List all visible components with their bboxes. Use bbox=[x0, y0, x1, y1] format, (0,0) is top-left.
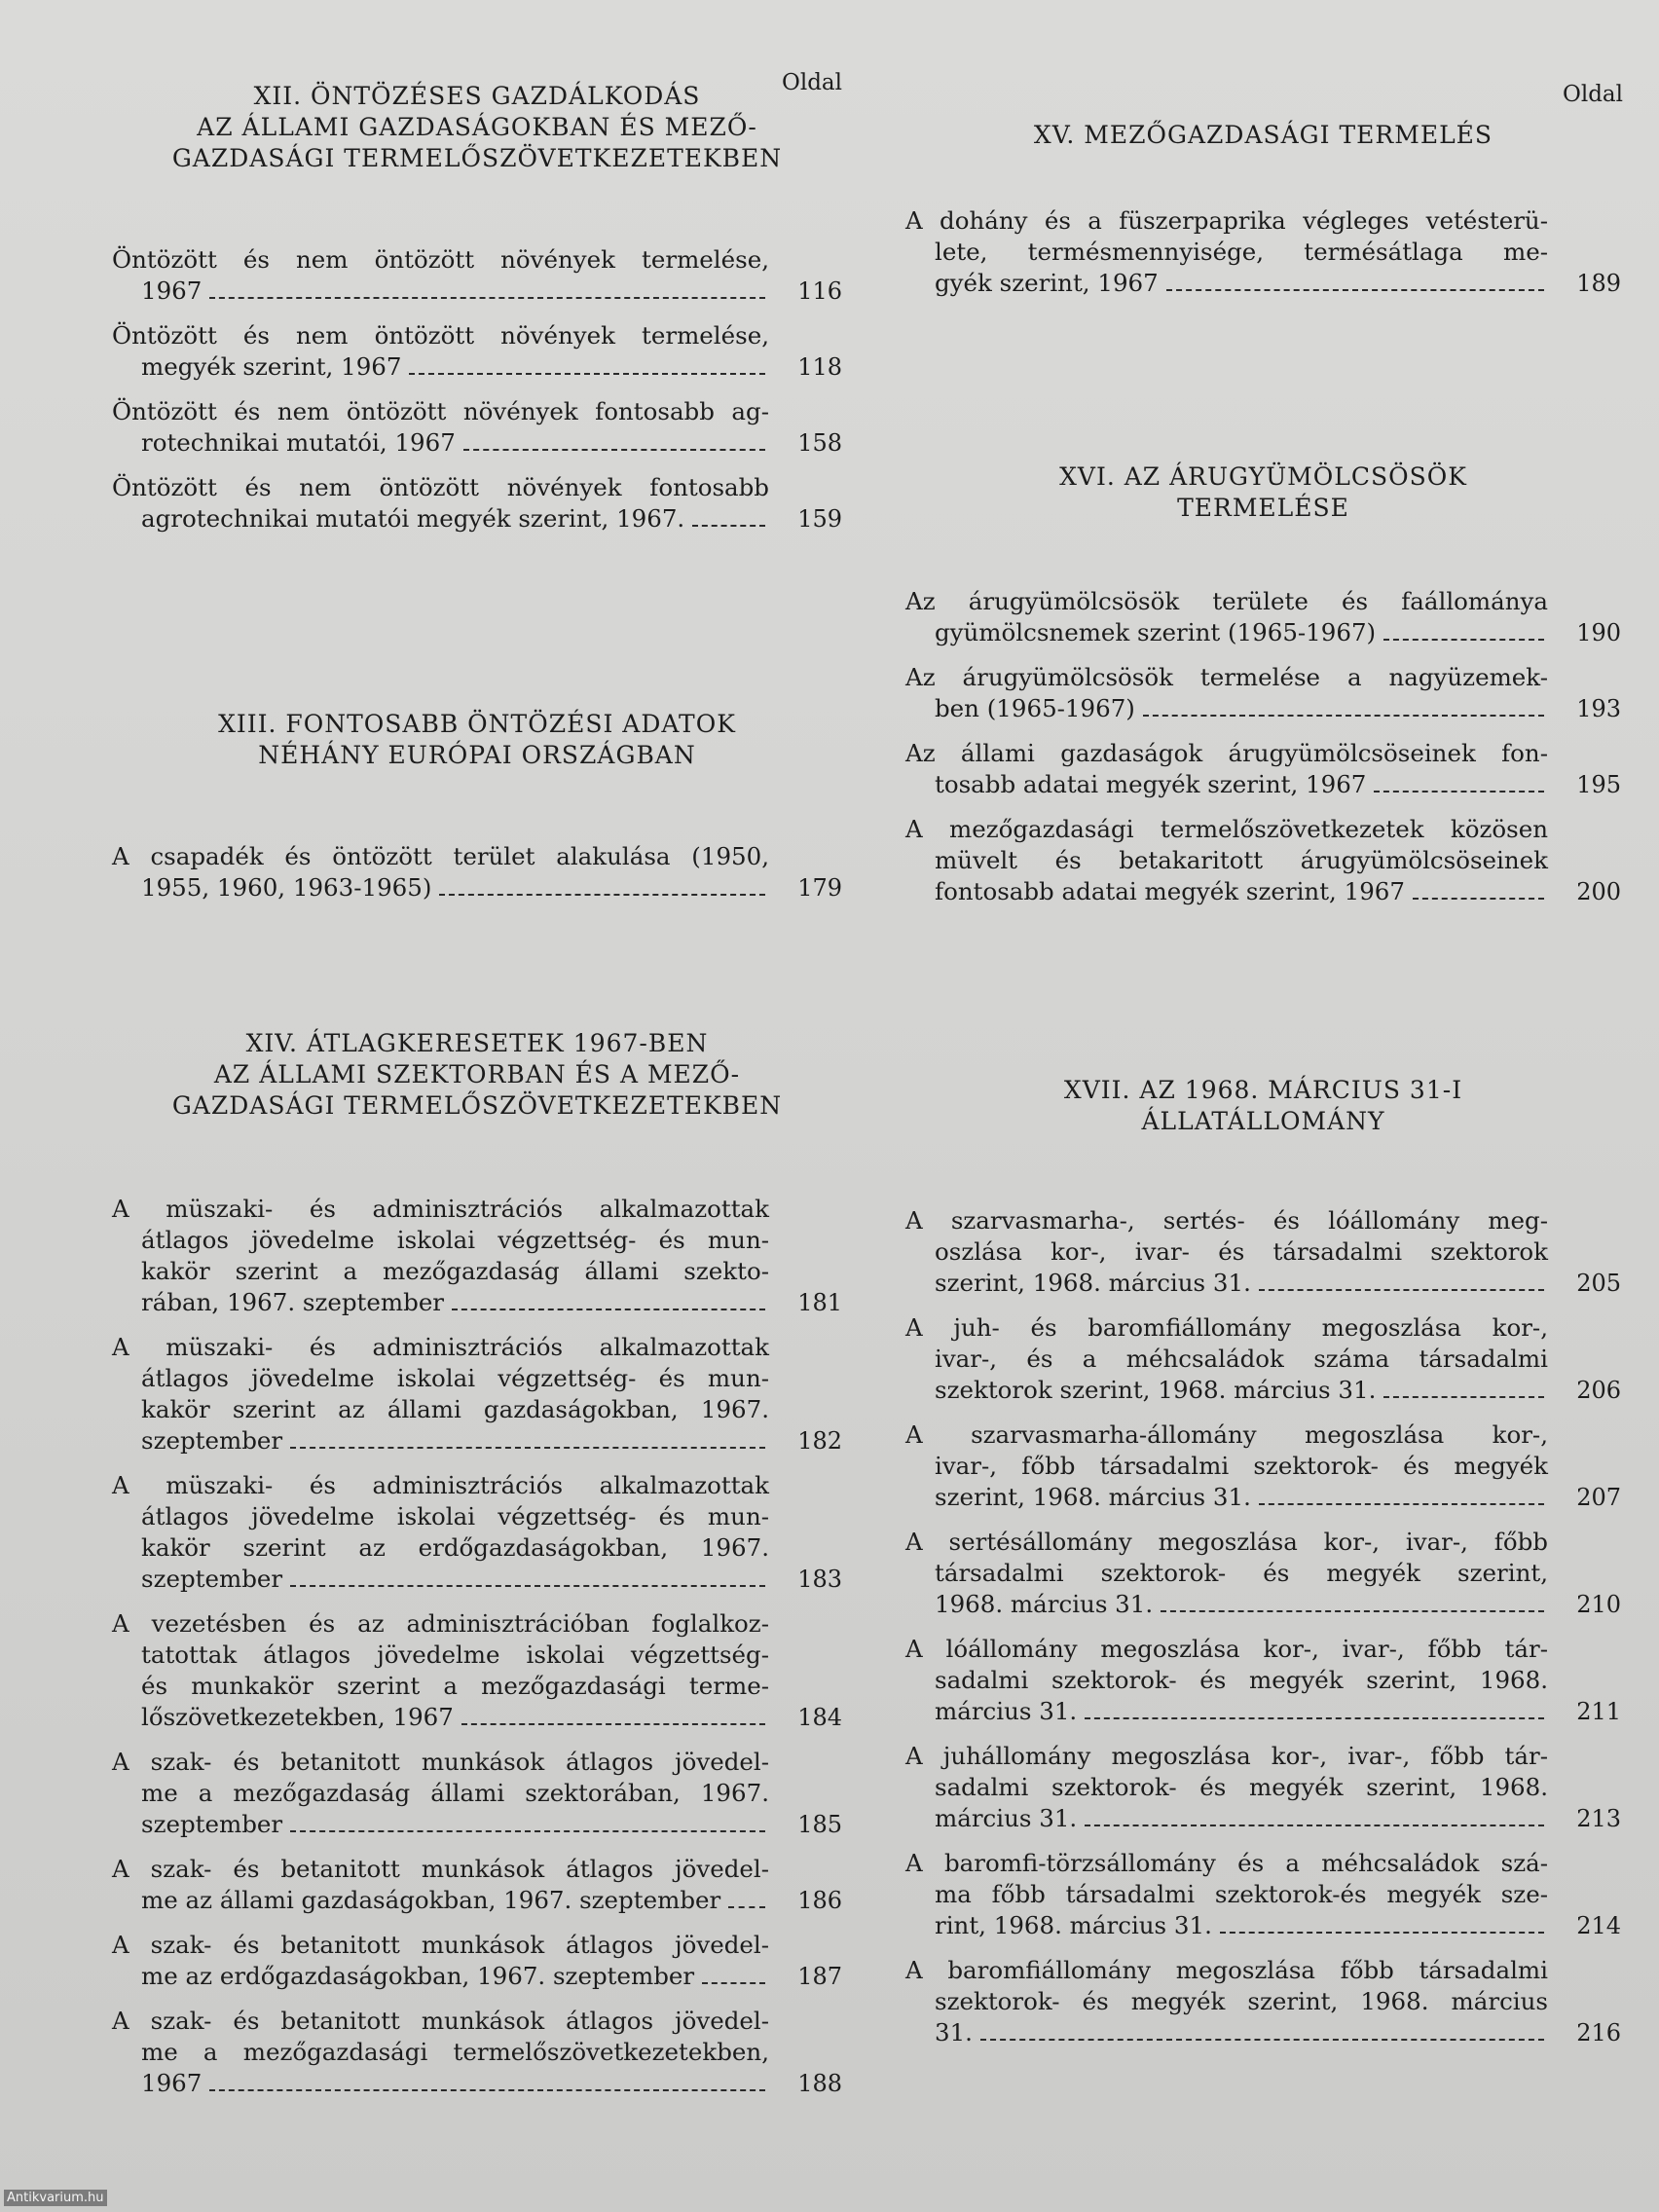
toc-entry-text: átlagos jövedelme iskolai végzettség- és mun- bbox=[141, 1502, 769, 1530]
toc-entry-text: átlagos jövedelme iskolai végzettség- és mun- bbox=[141, 1364, 769, 1392]
toc-entry-list bbox=[905, 205, 1621, 299]
section-xv bbox=[905, 120, 1621, 313]
page-number: 158 bbox=[797, 429, 842, 457]
toc-entry[interactable] bbox=[112, 1332, 842, 1456]
page-number: 210 bbox=[1576, 1591, 1621, 1618]
toc-entry[interactable] bbox=[112, 1608, 842, 1733]
dot-leader bbox=[702, 1982, 765, 1984]
toc-entry-text: A mezőgazdasági termelőszövetkezetek közösen bbox=[905, 815, 1548, 843]
toc-entry-text: A müszaki- és adminisztrációs alkalmazottak bbox=[112, 1471, 769, 1499]
section-title-line: TERMELÉSE bbox=[1177, 494, 1349, 522]
section-xvii bbox=[905, 1075, 1621, 2062]
page-number: 207 bbox=[1576, 1484, 1621, 1511]
toc-entry-text: ma főbb társadalmi szektorok-és megyék sze- bbox=[935, 1880, 1548, 1908]
section-title-line: NÉHÁNY EURÓPAI ORSZÁGBAN bbox=[258, 741, 696, 769]
toc-entry-text: A szarvasmarha-állomány megoszlása kor-, bbox=[905, 1420, 1548, 1449]
toc-entry-text: Az árugyümölcsösök termelése a nagyüzemek- bbox=[905, 663, 1548, 691]
dot-leader bbox=[409, 373, 765, 375]
dot-leader bbox=[463, 449, 765, 451]
dot-leader bbox=[439, 894, 765, 896]
section-title bbox=[112, 81, 842, 174]
toc-entry-text: Öntözött és nem öntözött növények termelése, bbox=[112, 321, 769, 350]
toc-entry[interactable] bbox=[905, 1955, 1621, 2048]
toc-entry-text: A müszaki- és adminisztrációs alkalmazottak bbox=[112, 1195, 769, 1223]
section-title-line: AZ ÁLLAMI GAZDASÁGOKBAN ÉS MEZŐ- bbox=[197, 113, 757, 141]
page-number: 216 bbox=[1576, 2019, 1621, 2046]
toc-entry-text: rában, 1967. szeptember bbox=[141, 1288, 445, 1316]
page-number: 184 bbox=[797, 1704, 842, 1731]
toc-entry-text: kakör szerint a mezőgazdaság állami szekto- bbox=[141, 1257, 769, 1285]
toc-entry[interactable] bbox=[112, 1470, 842, 1595]
section-xiii bbox=[112, 709, 842, 917]
dot-leader bbox=[1259, 1289, 1544, 1291]
toc-entry-text: me a mezőgazdaság állami szektorában, 1967. bbox=[141, 1779, 769, 1807]
dot-leader bbox=[1374, 791, 1544, 793]
page-number: 183 bbox=[797, 1566, 842, 1593]
toc-entry-text: oszlása kor-, ivar- és társadalmi szektorok bbox=[935, 1237, 1548, 1266]
dot-leader bbox=[1413, 898, 1544, 900]
section-title-line: XV. MEZŐGAZDASÁGI TERMELÉS bbox=[1033, 121, 1493, 149]
toc-entry-list bbox=[905, 586, 1621, 907]
toc-entry-text: rint, 1968. március 31. bbox=[935, 1911, 1212, 1939]
toc-entry[interactable] bbox=[905, 1527, 1621, 1620]
section-title-line: XIII. FONTOSABB ÖNTÖZÉSI ADATOK bbox=[218, 710, 736, 738]
section-title-line: GAZDASÁGI TERMELŐSZÖVETKEZETEKBEN bbox=[171, 144, 783, 172]
dot-leader bbox=[692, 525, 765, 527]
toc-entry-text: március 31. bbox=[935, 1804, 1078, 1832]
toc-entry[interactable] bbox=[112, 841, 842, 903]
page-column-header: Oldal bbox=[1562, 82, 1623, 107]
page-number: 179 bbox=[797, 874, 842, 902]
toc-entry[interactable] bbox=[905, 1634, 1621, 1727]
page-number: 200 bbox=[1576, 878, 1621, 905]
toc-entry-text: me az erdőgazdaságokban, 1967. szeptember bbox=[141, 1962, 695, 1990]
dot-leader bbox=[1383, 1396, 1544, 1398]
toc-entry[interactable] bbox=[112, 396, 842, 459]
section-title bbox=[905, 1075, 1621, 1137]
dot-leader bbox=[980, 2039, 1544, 2041]
toc-entry[interactable] bbox=[905, 1741, 1621, 1834]
toc-entry-text: és munkakör szerint a mezőgazdasági terme- bbox=[141, 1672, 769, 1700]
toc-entry-text: 31. bbox=[935, 2018, 973, 2046]
toc-entry[interactable] bbox=[112, 1854, 842, 1916]
section-title-line: XIV. ÁTLAGKERESETEK 1967-BEN bbox=[245, 1029, 709, 1057]
toc-entry-text: müvelt és betakaritott árugyümölcsöseinek bbox=[935, 846, 1548, 874]
dot-leader bbox=[290, 1447, 765, 1449]
toc-entry[interactable] bbox=[905, 662, 1621, 724]
toc-entry-text: A csapadék és öntözött terület alakulása (1950, bbox=[112, 842, 769, 870]
page-number: 186 bbox=[797, 1887, 842, 1914]
toc-entry[interactable] bbox=[905, 1205, 1621, 1299]
toc-entry[interactable] bbox=[112, 1194, 842, 1318]
toc-entry-text: szeptember bbox=[141, 1810, 283, 1838]
toc-entry[interactable] bbox=[905, 1312, 1621, 1406]
section-title-line: XVII. AZ 1968. MÁRCIUS 31-I bbox=[1063, 1076, 1463, 1104]
toc-entry[interactable] bbox=[905, 205, 1621, 299]
dot-leader bbox=[1166, 289, 1544, 291]
toc-entry-text: A lóállomány megoszlása kor-, ivar-, főbb tár- bbox=[905, 1635, 1548, 1663]
dot-leader bbox=[1085, 1825, 1544, 1826]
dot-leader bbox=[1383, 639, 1544, 641]
section-title bbox=[112, 709, 842, 771]
toc-entry-text: társadalmi szektorok- és megyék szerint, bbox=[935, 1559, 1548, 1587]
toc-entry-text: A szak- és betanitott munkások átlagos jövedel- bbox=[112, 2007, 769, 2035]
toc-entry[interactable] bbox=[112, 2006, 842, 2099]
toc-entry-text: március 31. bbox=[935, 1697, 1078, 1725]
toc-entry-text: A szarvasmarha-, sertés- és lóállomány meg- bbox=[905, 1206, 1548, 1235]
dot-leader bbox=[1220, 1932, 1544, 1934]
dot-leader bbox=[1143, 715, 1544, 717]
page-number: 193 bbox=[1576, 695, 1621, 722]
toc-entry-text: szektorok szerint, 1968. március 31. bbox=[935, 1376, 1377, 1404]
toc-entry-text: Öntözött és nem öntözött növények termelése, bbox=[112, 245, 769, 274]
toc-entry[interactable] bbox=[112, 1747, 842, 1840]
toc-entry-text: A vezetésben és az adminisztrációban foglalkoz- bbox=[112, 1609, 769, 1638]
toc-entry[interactable] bbox=[905, 1848, 1621, 1941]
toc-entry-text: ben (1965-1967) bbox=[935, 694, 1135, 722]
dot-leader bbox=[1085, 1717, 1544, 1719]
toc-entry-text: A müszaki- és adminisztrációs alkalmazottak bbox=[112, 1333, 769, 1361]
section-title bbox=[905, 120, 1621, 151]
toc-entry-text: 1967 bbox=[141, 2069, 203, 2097]
toc-entry-text: ivar-, főbb társadalmi szektorok- és megyék bbox=[935, 1452, 1548, 1480]
page-number: 213 bbox=[1576, 1805, 1621, 1832]
toc-entry-text: tosabb adatai megyék szerint, 1967 bbox=[935, 770, 1367, 798]
toc-entry-text: szektorok- és megyék szerint, 1968. március bbox=[935, 1987, 1548, 2015]
toc-entry-text: 1968. március 31. bbox=[935, 1590, 1154, 1618]
toc-entry-text: megyék szerint, 1967 bbox=[141, 352, 402, 381]
toc-entry-text: tatottak átlagos jövedelme iskolai végzettség- bbox=[141, 1641, 769, 1669]
page-column-header: Oldal bbox=[781, 70, 842, 95]
dot-leader bbox=[290, 1830, 765, 1832]
toc-entry-list bbox=[112, 244, 842, 535]
toc-entry-text: A dohány és a füszerpaprika végleges vetésterü- bbox=[905, 206, 1548, 235]
page-number: 185 bbox=[797, 1811, 842, 1838]
page-number: 206 bbox=[1576, 1377, 1621, 1404]
toc-entry-text: A juh- és baromfiállomány megoszlása kor-, bbox=[905, 1313, 1548, 1342]
toc-entry-text: gyümölcsnemek szerint (1965-1967) bbox=[935, 618, 1377, 646]
page-number: 205 bbox=[1576, 1270, 1621, 1297]
page-number: 214 bbox=[1576, 1912, 1621, 1939]
toc-entry-text: sadalmi szektorok- és megyék szerint, 1968. bbox=[935, 1666, 1548, 1694]
page-number: 181 bbox=[797, 1289, 842, 1316]
dot-leader bbox=[209, 297, 765, 299]
toc-entry[interactable] bbox=[112, 472, 842, 535]
toc-entry-text: gyék szerint, 1967 bbox=[935, 269, 1159, 297]
toc-entry[interactable] bbox=[112, 1930, 842, 1992]
toc-entry-text: Öntözött és nem öntözött növények fontosabb ag- bbox=[112, 397, 769, 425]
toc-entry[interactable] bbox=[112, 320, 842, 383]
section-title bbox=[905, 461, 1621, 524]
toc-entry-text: lőszövetkezetekben, 1967 bbox=[141, 1703, 454, 1731]
page-number: 182 bbox=[797, 1427, 842, 1455]
toc-entry[interactable] bbox=[112, 244, 842, 307]
toc-entry-text: lete, termésmennyisége, termésátlaga me- bbox=[935, 238, 1548, 266]
toc-entry[interactable] bbox=[905, 1419, 1621, 1513]
page-number: 187 bbox=[797, 1963, 842, 1990]
toc-entry-text: kakör szerint az erdőgazdaságokban, 1967. bbox=[141, 1533, 769, 1562]
toc-entry-text: Az árugyümölcsösök területe és faállománya bbox=[905, 587, 1548, 615]
section-title bbox=[112, 1028, 842, 1122]
toc-entry-text: 1955, 1960, 1963-1965) bbox=[141, 873, 432, 902]
toc-entry-text: kakör szerint az állami gazdaságokban, 1967. bbox=[141, 1395, 769, 1423]
toc-entry-text: szeptember bbox=[141, 1426, 283, 1455]
toc-entry-text: Öntözött és nem öntözött növények fontosabb bbox=[112, 473, 769, 501]
section-xii bbox=[112, 81, 842, 548]
page-number: 118 bbox=[797, 353, 842, 381]
toc-entry[interactable] bbox=[905, 586, 1621, 648]
toc-entry-text: 1967 bbox=[141, 276, 203, 305]
dot-leader bbox=[1259, 1503, 1544, 1505]
section-xvi bbox=[905, 461, 1621, 921]
toc-entry-text: A sertésállomány megoszlása kor-, ivar-, főbb bbox=[905, 1528, 1548, 1556]
toc-entry-text: A szak- és betanitott munkások átlagos jövedel- bbox=[112, 1855, 769, 1883]
section-title-line: AZ ÁLLAMI SZEKTORBAN ÉS A MEZŐ- bbox=[213, 1060, 741, 1088]
toc-entry-text: sadalmi szektorok- és megyék szerint, 1968. bbox=[935, 1773, 1548, 1801]
toc-entry-text: me a mezőgazdasági termelőszövetkezetekben, bbox=[141, 2038, 769, 2066]
toc-entry-list bbox=[905, 1205, 1621, 2048]
page-number: 188 bbox=[797, 2070, 842, 2097]
page-number: 116 bbox=[797, 277, 842, 305]
toc-entry-text: A baromfiállomány megoszlása főbb társadalmi bbox=[905, 1956, 1548, 1984]
dot-leader bbox=[728, 1906, 765, 1908]
toc-entry-text: A szak- és betanitott munkások átlagos jövedel- bbox=[112, 1748, 769, 1776]
section-xiv bbox=[112, 1028, 842, 2113]
toc-entry-text: szerint, 1968. március 31. bbox=[935, 1269, 1251, 1297]
dot-leader bbox=[290, 1585, 765, 1587]
toc-entry-list bbox=[112, 841, 842, 903]
toc-entry-text: szerint, 1968. március 31. bbox=[935, 1483, 1251, 1511]
dot-leader bbox=[461, 1723, 765, 1725]
toc-entry-text: szeptember bbox=[141, 1565, 283, 1593]
page-number: 190 bbox=[1576, 619, 1621, 646]
toc-entry-text: A szak- és betanitott munkások átlagos jövedel- bbox=[112, 1931, 769, 1959]
toc-entry[interactable] bbox=[905, 738, 1621, 800]
toc-entry-text: agrotechnikai mutatói megyék szerint, 1967. bbox=[141, 504, 685, 533]
section-title-line: XII. ÖNTÖZÉSES GAZDÁLKODÁS bbox=[253, 82, 701, 110]
page-number: 189 bbox=[1576, 270, 1621, 297]
toc-entry-text: Az állami gazdaságok árugyümölcsöseinek fon- bbox=[905, 739, 1548, 767]
toc-entry-text: ivar-, és a méhcsaládok száma társadalmi bbox=[935, 1345, 1548, 1373]
toc-entry-text: átlagos jövedelme iskolai végzettség- és mun- bbox=[141, 1226, 769, 1254]
page-number: 159 bbox=[797, 505, 842, 533]
toc-entry-text: me az állami gazdaságokban, 1967. szeptember bbox=[141, 1886, 721, 1914]
section-title-line: XVI. AZ ÁRUGYÜMÖLCSÖSÖK bbox=[1059, 462, 1467, 491]
page-number: 195 bbox=[1576, 771, 1621, 798]
toc-entry-text: rotechnikai mutatói, 1967 bbox=[141, 428, 456, 457]
toc-entry-text: fontosabb adatai megyék szerint, 1967 bbox=[935, 877, 1405, 905]
dot-leader bbox=[1161, 1610, 1544, 1612]
page-number: 211 bbox=[1576, 1698, 1621, 1725]
watermark: Antikvarium.hu bbox=[4, 2190, 107, 2206]
toc-entry-text: A juhállomány megoszlása kor-, ivar-, főbb tár- bbox=[905, 1742, 1548, 1770]
toc-entry[interactable] bbox=[905, 814, 1621, 907]
toc-entry-text: A baromfi-törzsállomány és a méhcsaládok szá- bbox=[905, 1849, 1548, 1877]
dot-leader bbox=[452, 1309, 765, 1310]
dot-leader bbox=[209, 2089, 765, 2091]
section-title-line: GAZDASÁGI TERMELŐSZÖVETKEZETEKBEN bbox=[171, 1091, 783, 1120]
section-title-line: ÁLLATÁLLOMÁNY bbox=[1141, 1107, 1385, 1135]
toc-entry-list bbox=[112, 1194, 842, 2099]
